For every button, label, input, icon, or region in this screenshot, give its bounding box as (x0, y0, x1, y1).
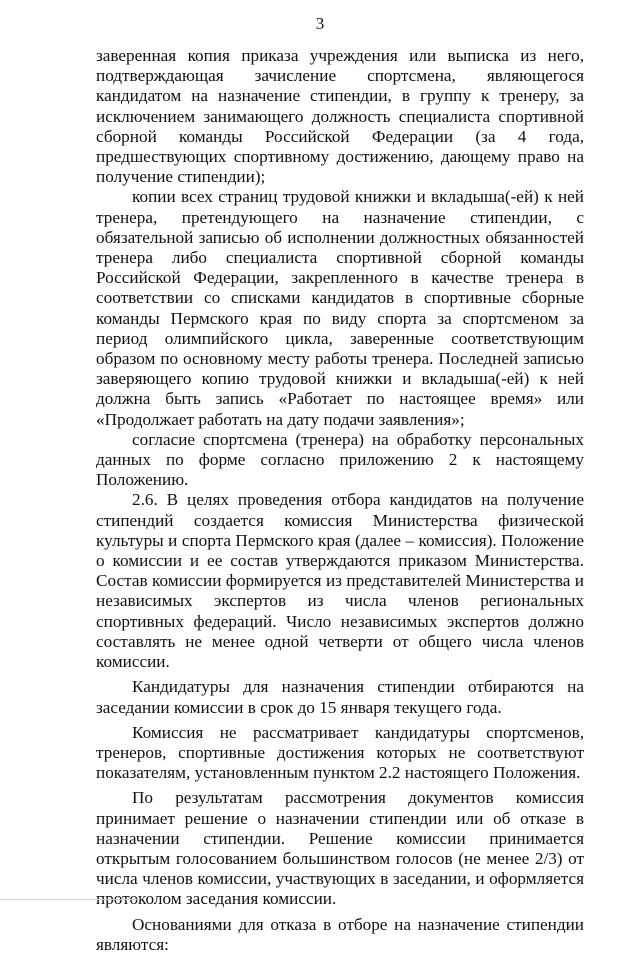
paragraph-commission-formation: 2.6. В целях проведения отбора кандидатов на получение стипендий создается комиссия Министерства физической культуры и спорта Пермского края (далее – комиссия). Положение о комиссии и ее состав утверждаются приказом Министерства. Состав комиссии формируется из представителей Министерства и независимых экспертов из числа членов региональных спортивных федераций. Число независимых экспертов должно составлять не менее одной четверти от общего числа членов комиссии. (96, 490, 584, 672)
paragraph-refusal-grounds: Основаниями для отказа в отборе на назначение стипендии являются: (96, 914, 584, 954)
paragraph-candidate-selection: Кандидатуры для назначения стипендии отбираются на заседании комиссии в срок до 15 января текущего года. (96, 677, 584, 717)
paragraph-certified-copy-order: заверенная копия приказа учреждения или выписка из него, подтверждающая зачисление спортсмена, являющегося кандидатом на назначение стипендии, в группу к тренеру, за исключением занимающего должность специалиста спортивной сборной команды Российской Федерации (за 4 года, предшествующих спортивному достижению, дающему право на получение стипендии); (96, 46, 584, 187)
paragraph-work-book-copies: копии всех страниц трудовой книжки и вкладыша(-ей) к ней тренера, претендующего на назначение стипендии, с обязательной записью об исполнении должностных обязанностей тренера либо специалиста спортивной сборной команды Российской Федерации, закрепленного в качестве тренера в соответствии со списками кандидатов в спортивные сборные команды Пермского края по виду спорта за спортсменом за период олимпийского цикла, заверенные соответствующим образом по основному месту работы тренера. Последней записью заверяющего копию трудовой книжки и вкладыша(-ей) к ней должна быть запись «Работает по настоящее время» или «Продолжает работать на дату подачи заявления»; (96, 187, 584, 429)
footer-divider (0, 899, 140, 900)
paragraph-rejection-criteria: Комиссия не рассматривает кандидатуры спортсменов, тренеров, спортивные достижения которых не соответствуют показателям, установленным пунктом 2.2 настоящего Положения. (96, 722, 584, 783)
page-number: 3 (315, 14, 325, 33)
paragraph-commission-decision: По результатам рассмотрения документов комиссия принимает решение о назначении стипендии или об отказе в назначении стипендии. Решение комиссии принимается открытым голосованием большинством голосов (не менее 2/3) от числа членов комиссии, участвующих в заседании, и оформляется протоколом заседания комиссии. (96, 788, 584, 909)
paragraph-personal-data-consent: согласие спортсмена (тренера) на обработку персональных данных по форме согласно приложению 2 к настоящему Положению. (96, 429, 584, 490)
document-body (96, 46, 584, 955)
